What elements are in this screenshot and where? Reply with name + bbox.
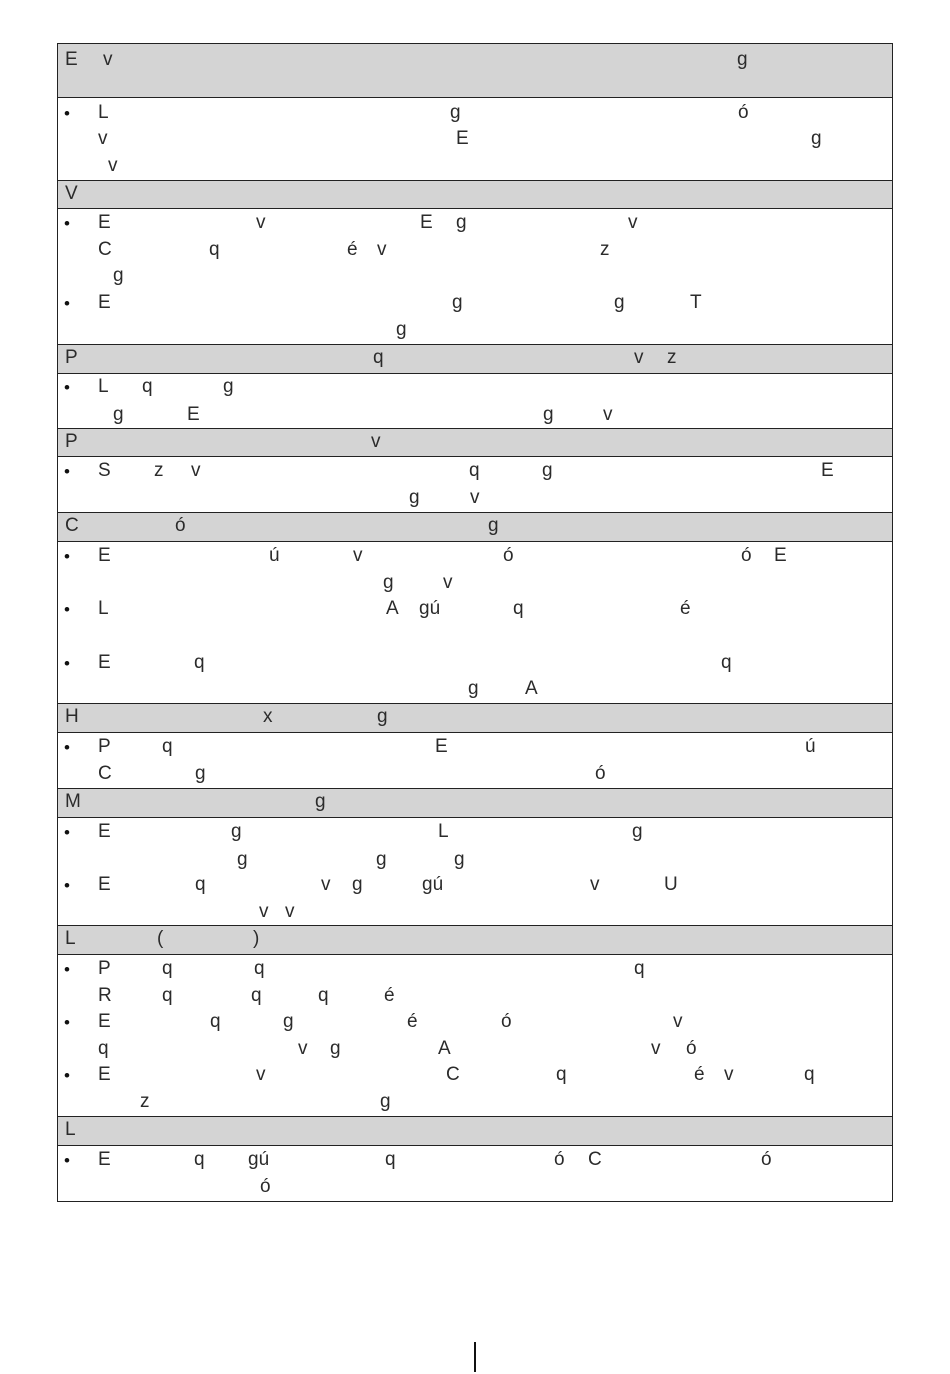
body-glyph: q (469, 460, 480, 481)
body-glyph: L (98, 102, 109, 123)
body-glyph: g (195, 763, 206, 784)
body-glyph: R (98, 985, 112, 1006)
section-body (58, 1146, 892, 1201)
body-glyph: q (385, 1149, 396, 1170)
header-glyph: g (488, 515, 499, 536)
body-glyph: v (285, 901, 295, 922)
body-glyph: ó (686, 1038, 697, 1059)
section-body (58, 818, 892, 926)
body-glyph: E (774, 545, 787, 566)
body-glyph: g (456, 212, 467, 233)
bullet-marker: • (64, 214, 70, 233)
bullet-marker: • (64, 1151, 70, 1170)
body-glyph: ó (738, 102, 749, 123)
bullet-marker: • (64, 960, 70, 979)
body-glyph: E (98, 292, 111, 313)
body-glyph: L (98, 376, 109, 397)
body-glyph: q (513, 598, 524, 619)
section-body (58, 542, 892, 704)
body-glyph: L (98, 598, 109, 619)
body-glyph: E (435, 736, 448, 757)
body-glyph: P (98, 958, 111, 979)
bullet-marker: • (64, 738, 70, 757)
section-header (58, 513, 892, 542)
body-glyph: E (98, 212, 111, 233)
bullet-marker: • (64, 294, 70, 313)
body-glyph: ó (501, 1011, 512, 1032)
header-glyph: v (103, 49, 113, 70)
body-glyph: v (259, 901, 269, 922)
body-glyph: v (724, 1064, 734, 1085)
body-glyph: q (634, 958, 645, 979)
body-glyph: S (98, 460, 111, 481)
body-glyph: g (352, 874, 363, 895)
body-glyph: C (98, 239, 112, 260)
section-body (58, 98, 892, 181)
body-glyph: E (98, 821, 111, 842)
bullet-marker: • (64, 654, 70, 673)
document-table (57, 43, 893, 1202)
body-glyph: g (231, 821, 242, 842)
body-glyph: v (651, 1038, 661, 1059)
body-glyph: z (600, 239, 610, 260)
body-glyph: ú (269, 545, 280, 566)
body-glyph: z (140, 1091, 150, 1112)
section-header (58, 429, 892, 457)
body-glyph: v (191, 460, 201, 481)
bullet-marker: • (64, 462, 70, 481)
body-glyph: g (409, 487, 420, 508)
header-glyph: g (737, 49, 748, 70)
header-glyph: L (65, 928, 76, 949)
body-glyph: q (162, 736, 173, 757)
body-glyph: v (256, 1064, 266, 1085)
body-glyph: é (694, 1064, 705, 1085)
bullet-marker: • (64, 876, 70, 895)
body-glyph: g (542, 460, 553, 481)
body-glyph: é (384, 985, 395, 1006)
body-glyph: g (380, 1091, 391, 1112)
body-glyph: q (209, 239, 220, 260)
body-glyph: C (98, 763, 112, 784)
section-header (58, 181, 892, 209)
body-glyph: v (603, 404, 613, 425)
bullet-marker: • (64, 1066, 70, 1085)
body-glyph: ó (761, 1149, 772, 1170)
header-glyph: ó (175, 515, 186, 536)
body-glyph: g (283, 1011, 294, 1032)
header-glyph: C (65, 515, 79, 536)
body-glyph: q (556, 1064, 567, 1085)
bullet-marker: • (64, 378, 70, 397)
section-header (58, 44, 892, 98)
body-glyph: gú (422, 874, 444, 895)
body-glyph: ó (554, 1149, 565, 1170)
section-body (58, 209, 892, 345)
body-glyph: v (590, 874, 600, 895)
body-glyph: g (396, 319, 407, 340)
body-glyph: v (470, 487, 480, 508)
body-glyph: E (98, 652, 111, 673)
body-glyph: q (318, 985, 329, 1006)
body-glyph: E (821, 460, 834, 481)
header-glyph: P (65, 431, 78, 452)
body-glyph: ó (260, 1176, 271, 1197)
body-glyph: q (194, 652, 205, 673)
body-glyph: v (443, 572, 453, 593)
body-glyph: q (195, 874, 206, 895)
body-glyph: v (256, 212, 266, 233)
body-glyph: A (525, 678, 538, 699)
body-glyph: ú (805, 736, 816, 757)
body-glyph: q (210, 1011, 221, 1032)
body-glyph: q (194, 1149, 205, 1170)
body-glyph: g (450, 102, 461, 123)
body-glyph: v (108, 155, 118, 176)
body-glyph: g (330, 1038, 341, 1059)
bullet-marker: • (64, 823, 70, 842)
header-glyph: x (263, 706, 273, 727)
body-glyph: U (664, 874, 678, 895)
body-glyph: q (251, 985, 262, 1006)
body-glyph: é (680, 598, 691, 619)
header-glyph: L (65, 1119, 76, 1140)
body-glyph: v (377, 239, 387, 260)
body-glyph: E (98, 545, 111, 566)
body-glyph: g (454, 849, 465, 870)
body-glyph: g (811, 128, 822, 149)
body-glyph: C (588, 1149, 602, 1170)
header-glyph: z (667, 347, 677, 368)
header-glyph: v (634, 347, 644, 368)
body-glyph: E (98, 1149, 111, 1170)
header-glyph: H (65, 706, 79, 727)
section-body (58, 955, 892, 1117)
header-glyph: v (371, 431, 381, 452)
body-glyph: é (347, 239, 358, 260)
body-glyph: g (543, 404, 554, 425)
body-glyph: gú (419, 598, 441, 619)
body-glyph: E (98, 1011, 111, 1032)
body-glyph: ó (741, 545, 752, 566)
body-glyph: E (98, 874, 111, 895)
header-glyph: g (377, 706, 388, 727)
body-glyph: v (628, 212, 638, 233)
body-glyph: v (673, 1011, 683, 1032)
section-body (58, 374, 892, 429)
body-glyph: T (690, 292, 702, 313)
section-header (58, 789, 892, 818)
bullet-marker: • (64, 1013, 70, 1032)
body-glyph: E (98, 1064, 111, 1085)
header-glyph: V (65, 183, 78, 204)
section-header (58, 926, 892, 955)
body-glyph: E (187, 404, 200, 425)
header-glyph: q (373, 347, 384, 368)
body-glyph: v (321, 874, 331, 895)
section-body (58, 733, 892, 789)
body-glyph: ó (503, 545, 514, 566)
body-glyph: g (468, 678, 479, 699)
body-glyph: g (614, 292, 625, 313)
body-glyph: g (376, 849, 387, 870)
body-glyph: ó (595, 763, 606, 784)
body-glyph: v (98, 128, 108, 149)
body-glyph: q (162, 958, 173, 979)
body-glyph: E (420, 212, 433, 233)
header-glyph: E (65, 49, 78, 70)
body-glyph: v (353, 545, 363, 566)
body-glyph: g (237, 849, 248, 870)
header-glyph: ( (157, 928, 164, 949)
body-glyph: g (113, 404, 124, 425)
header-glyph: ) (253, 928, 260, 949)
body-glyph: q (804, 1064, 815, 1085)
bullet-marker: • (64, 104, 70, 123)
body-glyph: q (142, 376, 153, 397)
body-glyph: q (721, 652, 732, 673)
body-glyph: g (383, 572, 394, 593)
section-body (58, 457, 892, 513)
section-header (58, 1117, 892, 1146)
body-glyph: q (98, 1038, 109, 1059)
footer-divider (474, 1342, 476, 1372)
body-glyph: q (162, 985, 173, 1006)
header-glyph: M (65, 791, 81, 812)
header-glyph: g (315, 791, 326, 812)
header-glyph: P (65, 347, 78, 368)
body-glyph: A (438, 1038, 451, 1059)
body-glyph: E (456, 128, 469, 149)
bullet-marker: • (64, 547, 70, 566)
body-glyph: z (154, 460, 164, 481)
body-glyph: g (113, 265, 124, 286)
body-glyph: g (452, 292, 463, 313)
body-glyph: v (298, 1038, 308, 1059)
body-glyph: g (223, 376, 234, 397)
bullet-marker: • (64, 600, 70, 619)
section-header (58, 345, 892, 374)
body-glyph: L (438, 821, 449, 842)
body-glyph: P (98, 736, 111, 757)
body-glyph: gú (248, 1149, 270, 1170)
body-glyph: C (446, 1064, 460, 1085)
body-glyph: q (254, 958, 265, 979)
body-glyph: A (386, 598, 399, 619)
body-glyph: é (407, 1011, 418, 1032)
section-header (58, 704, 892, 733)
body-glyph: g (632, 821, 643, 842)
